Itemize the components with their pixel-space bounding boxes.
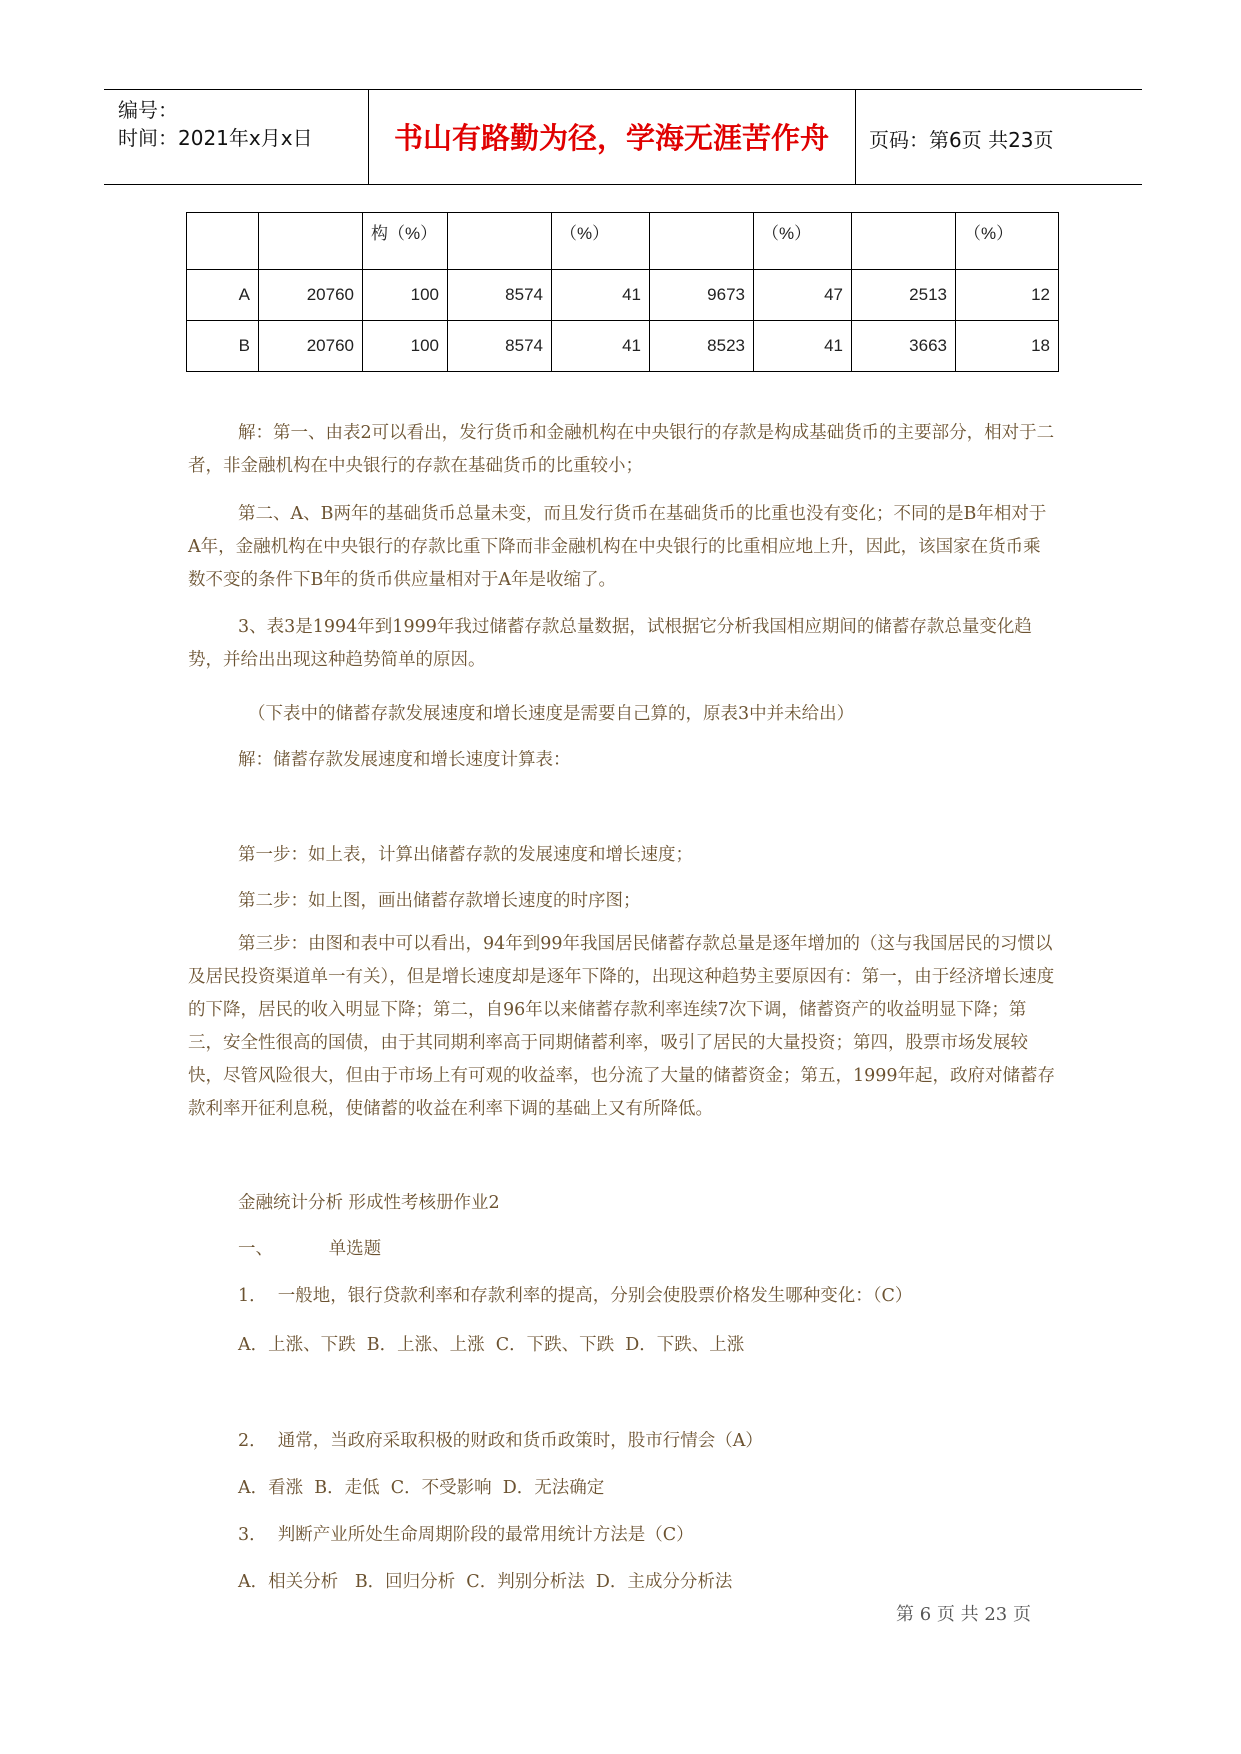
table-cell: 12 [956,270,1059,321]
table-cell: 3663 [852,321,956,372]
table-cell: 9673 [650,270,754,321]
table-cell: 100 [363,321,448,372]
table-cell [187,213,259,270]
table-row [187,270,1059,321]
table-cell: （%） [754,213,852,270]
page-footer: 第 6 页 共 23 页 [896,1604,1031,1625]
question-1-options: A．上涨、下跌 B．上涨、上涨 C．下跌、下跌 D．下跌、上涨 [238,1335,745,1355]
table-cell: 8523 [650,321,754,372]
question-2: 2． 通常，当政府采取积极的财政和货币政策时，股市行情会（A） [238,1431,763,1451]
page-code: 页码：第6页 共23页 [869,128,1054,152]
table-cell: 8574 [448,270,552,321]
solution-intro: 解：储蓄存款发展速度和增长速度计算表： [238,750,571,770]
table-cell: 20760 [259,321,363,372]
question-3: 3． 判断产业所处生命周期阶段的最常用统计方法是（C） [238,1525,694,1545]
header-info-cell [104,90,369,184]
table-cell: （%） [552,213,650,270]
motto: 书山有路勤为径，学海无涯苦作舟 [393,121,829,155]
table-cell: 8574 [448,321,552,372]
table-cell: 47 [754,270,852,321]
question-1: 1． 一般地，银行贷款利率和存款利率的提高，分别会使股票价格发生哪种变化：（C） [238,1286,913,1306]
table-row [187,321,1059,372]
paragraph-question-3: 3、表3是1994年到1999年我过储蓄存款总量数据，试根据它分析我国相应期间的储蓄存款总量变化趋势，并给出出现这种趋势简单的原因。 [188,617,1032,670]
table-cell: 18 [956,321,1059,372]
time-label: 时间：2021年x月x日 [118,126,313,150]
table-cell: 100 [363,270,448,321]
base-money-table [186,212,1059,372]
table-cell [448,213,552,270]
table-cell: 构（%） [363,213,448,270]
table-cell: 41 [552,270,650,321]
page-header [104,89,1142,185]
table-cell: A [187,270,259,321]
table-cell [650,213,754,270]
question-2-options: A．看涨 B．走低 C．不受影响 D．无法确定 [238,1478,605,1498]
table-cell [259,213,363,270]
paragraph-answer-1: 解：第一、由表2可以看出，发行货币和金融机构在中央银行的存款是构成基础货币的主要部分，相对于二者，非金融机构在中央银行的存款在基础货币的比重较小； [188,423,1055,476]
header-page-cell [855,90,1142,184]
step-3-paragraph: 第三步：由图和表中可以看出，94年到99年我国居民储蓄存款总量是逐年增加的（这与我国居民的习惯以及居民投资渠道单一有关），但是增长速度却是逐年下降的，出现这种趋势主要原因有：第一，由于经济增长速度的下降，居民的收入明显下降；第二，自96年以来储蓄存款利率连续7次下调，储蓄资产的收益明显下降；第三，安全性很高的国债，由于其同期利率高于同期储蓄利率，吸引了居民的大量投资；第四，股票市场发展较快，尽管风险很大，但由于市场上有可观的收益率，也分流了大量的储蓄资金；第五，1999年起，政府对储蓄存款利率开征利息税，使储蓄的收益在利率下调的基础上又有所降低。 [188,934,1056,1119]
table-note: （下表中的储蓄存款发展速度和增长速度是需要自己算的，原表3中并未给出） [248,704,855,724]
table-cell: 2513 [852,270,956,321]
table-header-row [187,213,1059,270]
table-cell: 41 [754,321,852,372]
table-cell: （%） [956,213,1059,270]
step-1: 第一步：如上表，计算出储蓄存款的发展速度和增长速度； [238,845,693,865]
homework-title: 金融统计分析 形成性考核册作业2 [238,1193,500,1213]
header-motto-cell [368,90,856,184]
table-cell: 20760 [259,270,363,321]
table-cell [852,213,956,270]
table-cell: B [187,321,259,372]
paragraph-answer-2: 第二、A、B两年的基础货币总量未变，而且发行货币在基础货币的比重也没有变化；不同的是B年相对于A年，金融机构在中央银行的存款比重下降而非金融机构在中央银行的比重相应地上升，因此，该国家在货币乘数不变的条件下B年的货币供应量相对于A年是收缩了。 [188,504,1047,590]
serial-label: 编号： [118,98,178,122]
table-cell: 41 [552,321,650,372]
step-2: 第二步：如上图，画出储蓄存款增长速度的时序图； [238,891,641,911]
question-3-options: A．相关分析 B．回归分析 C．判别分析法 D．主成分分析法 [238,1572,733,1592]
section-heading: 一、 单选题 [238,1239,382,1259]
